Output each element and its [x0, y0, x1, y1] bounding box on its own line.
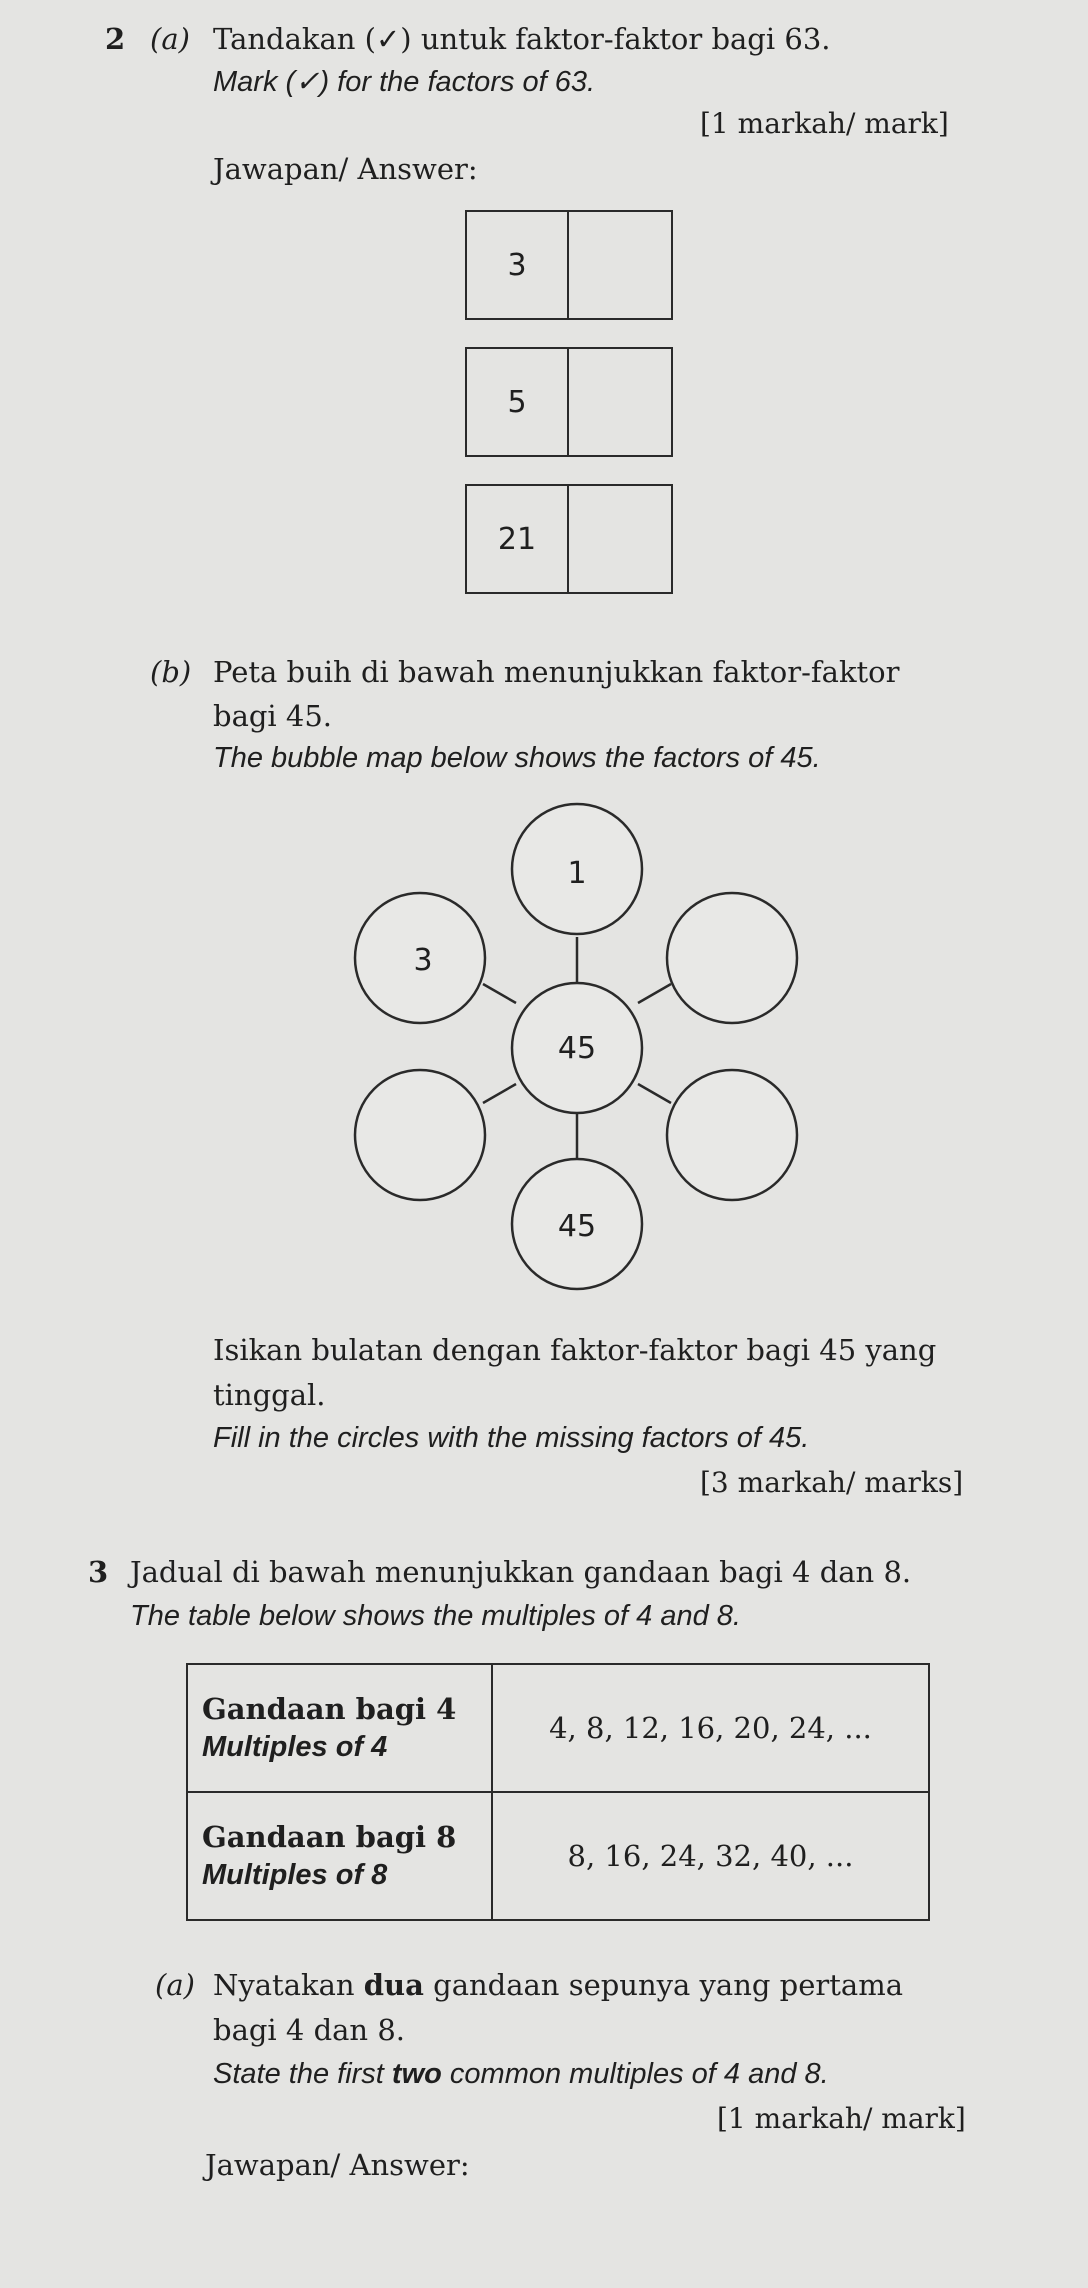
- connector-upper-left: [483, 984, 516, 1003]
- row-label-en: Multiples of 8: [202, 1859, 388, 1891]
- table-row: [187, 1664, 929, 1792]
- q3a-text-ms-2: bagi 4 dan 8.: [213, 2013, 405, 2047]
- bubble-upper-right-empty[interactable]: [667, 893, 797, 1023]
- bubble-bottom-value: 45: [557, 1209, 597, 1244]
- row-values: 8, 16, 24, 32, 40, ...: [492, 1792, 929, 1920]
- bubble-center-value: 45: [557, 1031, 597, 1066]
- q2a-text-en: Mark (✓) for the factors of 63.: [213, 66, 596, 98]
- row-values: 4, 8, 12, 16, 20, 24, ...: [492, 1664, 929, 1792]
- q3a-text-en: [213, 2058, 829, 2091]
- q3a-text-ms-1a: Nyatakan: [213, 1968, 364, 2002]
- connector-lower-left: [483, 1084, 516, 1103]
- factor-option-value: 5: [467, 349, 569, 455]
- multiples-table: [186, 1663, 930, 1921]
- q3a-answer-label: Jawapan/ Answer:: [205, 2148, 470, 2182]
- q2b-text-en: The bubble map below shows the factors of 45.: [213, 742, 821, 774]
- connector-lower-right: [638, 1084, 671, 1103]
- q3-text-ms: Jadual di bawah menunjukkan gandaan bagi 4 dan 8.: [130, 1555, 912, 1589]
- q2a-text-ms: Tandakan (✓) untuk faktor-faktor bagi 63.: [213, 22, 831, 56]
- q2b-text-ms-1: Peta buih di bawah menunjukkan faktor-faktor: [213, 655, 900, 689]
- row-label-ms: Gandaan bagi 8: [202, 1820, 457, 1854]
- q2a-answer-label: Jawapan/ Answer:: [213, 152, 478, 186]
- bubble-top-value: 1: [567, 856, 587, 891]
- bubble-lower-left-empty[interactable]: [355, 1070, 485, 1200]
- bubble-lower-right-empty[interactable]: [667, 1070, 797, 1200]
- question-3-number: 3: [88, 1555, 109, 1589]
- q2b-instruction-ms-1: Isikan bulatan dengan faktor-faktor bagi 45 yang: [213, 1333, 937, 1367]
- q3a-text-en-a: State the first: [213, 2058, 392, 2090]
- q2a-marks: [1 markah/ mark]: [700, 107, 949, 140]
- q3a-text-ms-1: [213, 1968, 903, 2002]
- q2b-text-ms-2: bagi 45.: [213, 699, 333, 733]
- factor-option-value: 3: [467, 212, 569, 318]
- row-label-cell: [187, 1792, 492, 1920]
- q2b-instruction-en: Fill in the circles with the missing factors of 45.: [213, 1422, 810, 1454]
- q3a-text-en-b: two: [391, 2058, 442, 2090]
- row-label-en: Multiples of 4: [202, 1731, 388, 1763]
- row-label-cell: [187, 1664, 492, 1792]
- row-label-ms: Gandaan bagi 4: [202, 1692, 457, 1726]
- q3-text-en: The table below shows the multiples of 4 and 8.: [130, 1600, 741, 1632]
- q2b-label: (b): [150, 655, 192, 689]
- q2a-label: (a): [150, 22, 190, 56]
- bubble-upper-left-value: 3: [413, 943, 433, 978]
- q3a-text-ms-1b: dua: [363, 1968, 424, 2002]
- connector-upper-right: [638, 984, 671, 1003]
- question-2-number: 2: [105, 22, 126, 56]
- factor-option-value: 21: [467, 486, 569, 592]
- q3a-text-en-c: common multiples of 4 and 8.: [441, 2058, 829, 2090]
- q2b-instruction-ms-2: tinggal.: [213, 1378, 326, 1412]
- q2b-marks: [3 markah/ marks]: [700, 1466, 964, 1499]
- q3a-marks: [1 markah/ mark]: [717, 2102, 966, 2135]
- q3a-text-ms-1c: gandaan sepunya yang pertama: [423, 1968, 904, 2002]
- table-row: [187, 1792, 929, 1920]
- q3a-label: (a): [155, 1968, 195, 2002]
